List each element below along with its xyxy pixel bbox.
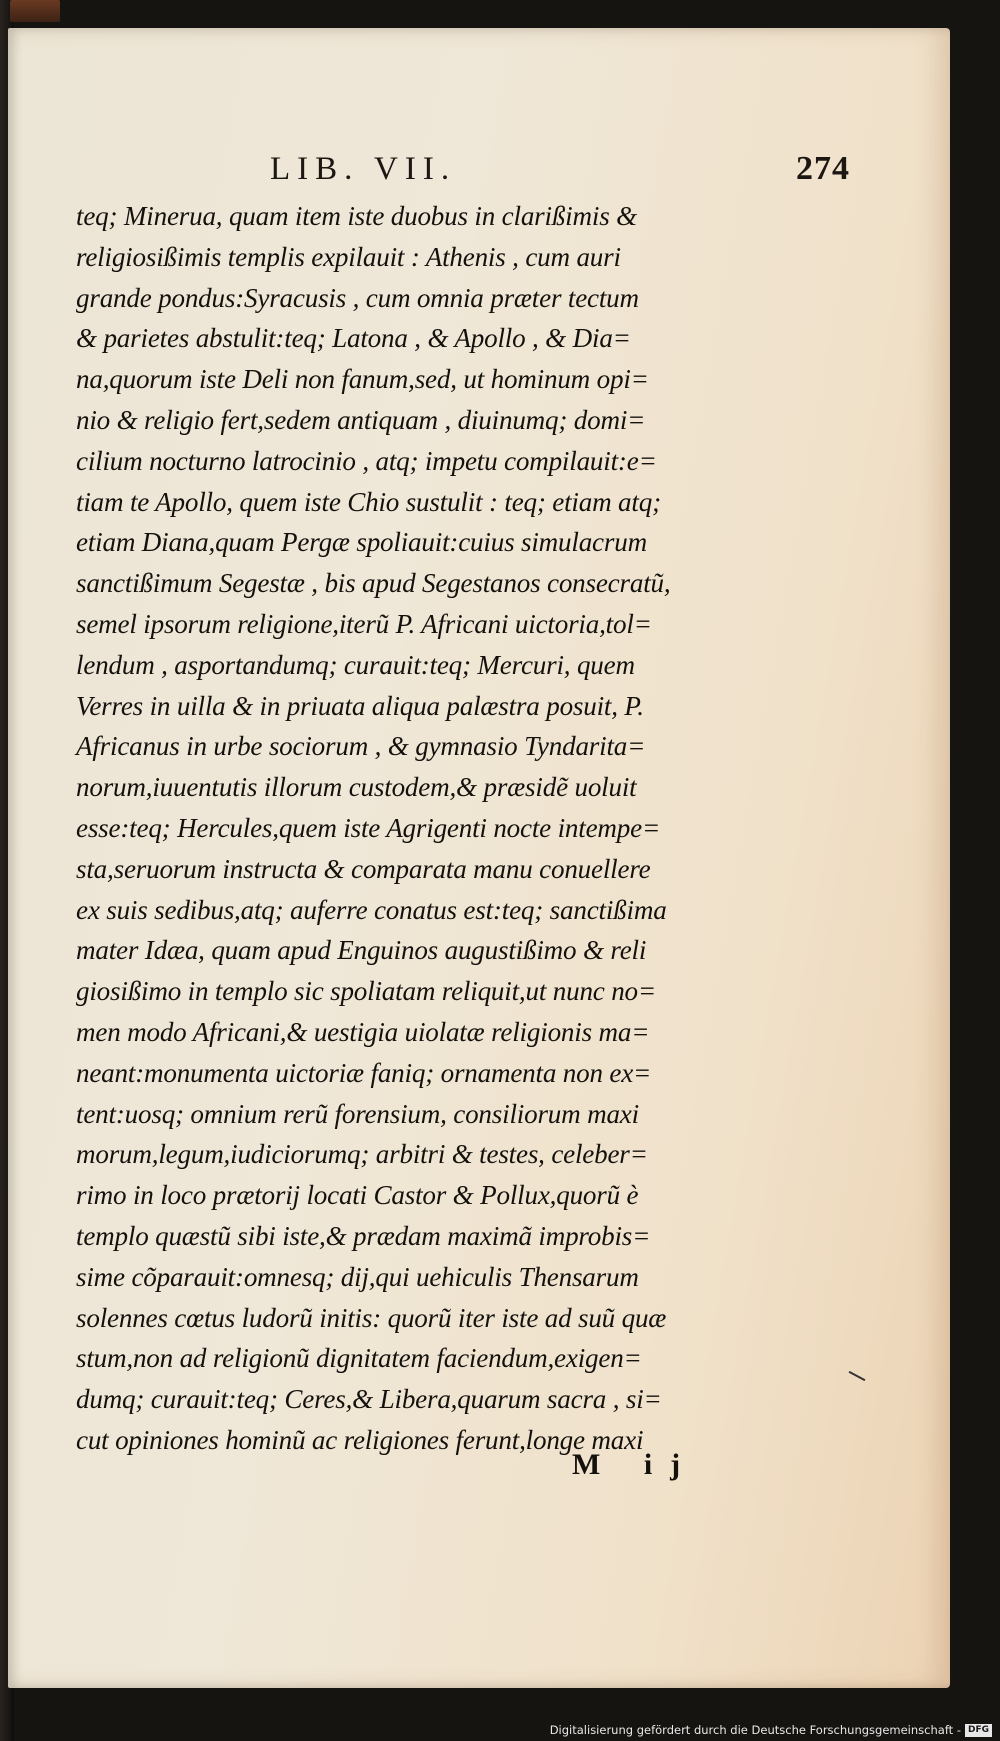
text-line: sanctißimum Segestæ , bis apud Segestanos consecratũ,	[76, 567, 671, 599]
text-line: neant:monumenta uictoriæ faniq; ornamenta non ex=	[76, 1056, 652, 1088]
dfg-logo-icon: DFG	[965, 1724, 992, 1737]
text-line: tiam te Apollo, quem iste Chio sustulit : teq; etiam atq;	[76, 485, 661, 517]
text-line: morum,legum,iudiciorumq; arbitri & testes, celeber=	[76, 1138, 648, 1170]
text-line: templo quæstũ sibi iste,& prædam maximã improbis=	[76, 1219, 651, 1251]
text-line: tent:uosq; omnium rerũ forensium, consiliorum maxi	[76, 1097, 639, 1129]
signature-mark: M ij	[572, 1448, 699, 1481]
book-cover-edge	[10, 0, 60, 22]
text-line: rimo in loco prætorij locati Castor & Pollux,quorũ è	[76, 1179, 639, 1211]
text-line: dumq; curauit:teq; Ceres,& Libera,quarum sacra , si=	[76, 1383, 662, 1415]
text-block	[76, 196, 724, 1461]
text-line: nio & religio fert,sedem antiquam , diuinumq; domi=	[76, 403, 646, 435]
text-line: giosißimo in templo sic spoliatam reliquit,ut nunc no=	[76, 975, 656, 1007]
text-line: mater Idæa, quam apud Enguinos augustißimo & reli	[76, 934, 647, 966]
text-line: solennes cœtus ludorũ initis: quorũ iter iste ad suũ quæ	[76, 1301, 667, 1333]
text-line: esse:teq; Hercules,quem iste Agrigenti nocte intempe=	[76, 811, 661, 843]
text-line: Verres in uilla & in priuata aliqua palæstra posuit, P.	[76, 689, 644, 721]
text-line: stum,non ad religionũ dignitatem faciendum,exigen=	[76, 1342, 642, 1374]
page-number: 274	[796, 150, 850, 187]
text-line: semel ipsorum religione,iterũ P. Africani uictoria,tol=	[76, 607, 652, 639]
book-title: LIB. VII.	[270, 151, 457, 187]
text-line: Africanus in urbe sociorum , & gymnasio Tyndarita=	[76, 730, 646, 762]
text-line: men modo Africani,& uestigia uiolatæ religionis ma=	[76, 1015, 650, 1047]
text-line: & parietes abstulit:teq; Latona , & Apollo , & Dia=	[76, 322, 631, 354]
digitization-footer	[550, 1722, 992, 1738]
text-line: teq; Minerua, quam item iste duobus in clarißimis &	[76, 200, 638, 231]
text-line: grande pondus:Syracusis , cum omnia præter tectum	[76, 281, 639, 313]
text-line: etiam Diana,quam Pergæ spoliauit:cuius simulacrum	[76, 526, 647, 558]
text-line: cut opiniones hominũ ac religiones ferunt,longe maxi	[76, 1423, 644, 1455]
text-line: ex suis sedibus,atq; auferre conatus est:teq; sanctißima	[76, 893, 667, 925]
text-line: cilium nocturno latrocinio , atq; impetu compilauit:e=	[76, 444, 657, 476]
text-line: norum,iuuentutis illorum custodem,& præsidẽ uoluit	[76, 771, 637, 803]
text-line: sta,seruorum instructa & comparata manu conuellere	[76, 852, 651, 884]
text-line: sime cõparauit:omnesq; dij,qui uehiculis Thensarum	[76, 1260, 639, 1292]
text-line: lendum , asportandumq; curauit:teq; Mercuri, quem	[76, 648, 635, 680]
running-head	[270, 150, 850, 198]
footer-credit: Digitalisierung gefördert durch die Deutsche Forschungsgemeinschaft -	[549, 1723, 961, 1737]
text-line: na,quorum iste Deli non fanum,sed, ut hominum opi=	[76, 363, 649, 395]
text-line: religiosißimis templis expilauit : Athenis , cum auri	[76, 240, 621, 272]
